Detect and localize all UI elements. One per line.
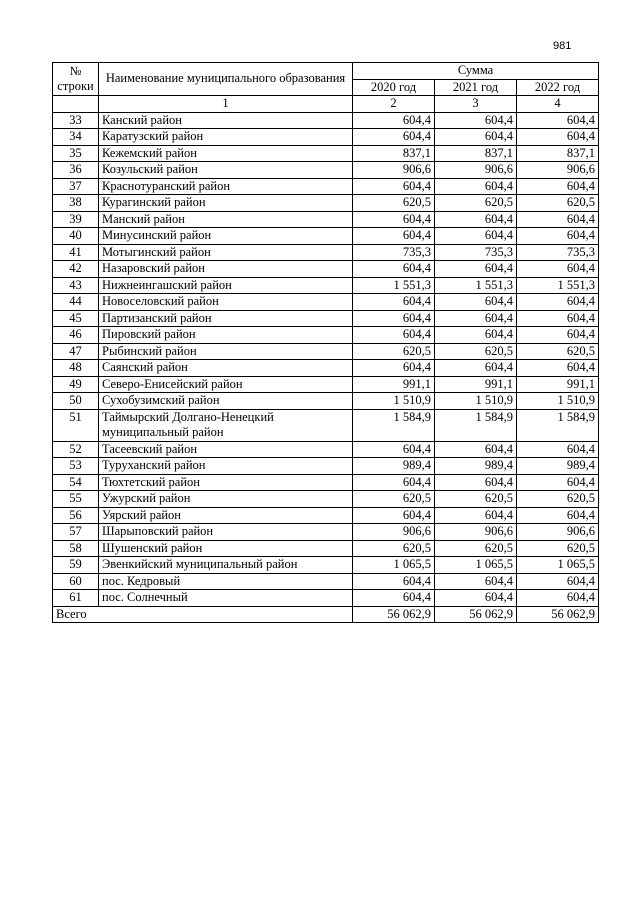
row-value-2020: 604,4: [353, 590, 435, 607]
table-row: [53, 228, 599, 245]
row-value-2021: 604,4: [435, 327, 517, 344]
row-name: Новоселовский район: [99, 294, 353, 311]
row-name: Шушенский район: [99, 540, 353, 557]
row-name: Северо-Енисейский район: [99, 376, 353, 393]
row-value-2021: 620,5: [435, 343, 517, 360]
row-value-2021: 906,6: [435, 162, 517, 179]
row-value-2021: 604,4: [435, 211, 517, 228]
row-name: Рыбинский район: [99, 343, 353, 360]
table-row: [53, 360, 599, 377]
header-year-2022: 2022 год: [517, 79, 599, 96]
row-value-2022: 604,4: [517, 294, 599, 311]
row-value-2021: 989,4: [435, 458, 517, 475]
row-name: Саянский район: [99, 360, 353, 377]
row-name: Канский район: [99, 112, 353, 129]
row-number: 35: [53, 145, 99, 162]
row-number: 37: [53, 178, 99, 195]
page-number: 981: [553, 40, 572, 52]
table-row: [53, 409, 599, 441]
row-value-2020: 620,5: [353, 195, 435, 212]
table-row: [53, 211, 599, 228]
row-value-2022: 604,4: [517, 441, 599, 458]
row-number: 43: [53, 277, 99, 294]
row-value-2021: 604,4: [435, 573, 517, 590]
row-number: 51: [53, 409, 99, 441]
row-value-2021: 1 510,9: [435, 393, 517, 410]
table-row: [53, 376, 599, 393]
header-year-2021: 2021 год: [435, 79, 517, 96]
row-value-2020: 620,5: [353, 540, 435, 557]
row-value-2021: 604,4: [435, 590, 517, 607]
row-value-2022: 604,4: [517, 112, 599, 129]
row-value-2020: 1 510,9: [353, 393, 435, 410]
row-value-2022: 604,4: [517, 573, 599, 590]
row-value-2022: 906,6: [517, 162, 599, 179]
row-value-2020: 837,1: [353, 145, 435, 162]
row-value-2020: 735,3: [353, 244, 435, 261]
row-number: 46: [53, 327, 99, 344]
table-row: [53, 507, 599, 524]
row-value-2021: 991,1: [435, 376, 517, 393]
total-2020: 56 062,9: [353, 606, 435, 623]
row-value-2021: 837,1: [435, 145, 517, 162]
row-value-2021: 604,4: [435, 129, 517, 146]
table-row: [53, 178, 599, 195]
table-row: [53, 244, 599, 261]
total-row: [53, 606, 599, 623]
row-number: 53: [53, 458, 99, 475]
row-value-2020: 604,4: [353, 228, 435, 245]
row-name: Туруханский район: [99, 458, 353, 475]
row-value-2022: 620,5: [517, 195, 599, 212]
header-row-number: № строки: [53, 63, 99, 96]
row-value-2022: 604,4: [517, 310, 599, 327]
row-name: пос. Кедровый: [99, 573, 353, 590]
row-value-2021: 1 065,5: [435, 557, 517, 574]
table-row: [53, 112, 599, 129]
table-row: [53, 458, 599, 475]
row-value-2021: 604,4: [435, 441, 517, 458]
table-row: [53, 441, 599, 458]
row-name: Ужурский район: [99, 491, 353, 508]
table-row: [53, 590, 599, 607]
budget-table: [52, 62, 599, 623]
row-name: Мотыгинский район: [99, 244, 353, 261]
row-number: 34: [53, 129, 99, 146]
row-name: Тюхтетский район: [99, 474, 353, 491]
row-value-2022: 837,1: [517, 145, 599, 162]
table-row: [53, 129, 599, 146]
row-name: Шарыповский район: [99, 524, 353, 541]
row-value-2020: 604,4: [353, 129, 435, 146]
row-name: Нижнеингашский район: [99, 277, 353, 294]
row-value-2021: 604,4: [435, 178, 517, 195]
row-value-2021: 604,4: [435, 228, 517, 245]
row-number: 40: [53, 228, 99, 245]
row-number: 42: [53, 261, 99, 278]
table-row: [53, 393, 599, 410]
row-value-2021: 620,5: [435, 540, 517, 557]
row-number: 56: [53, 507, 99, 524]
row-value-2021: 620,5: [435, 491, 517, 508]
table-row: [53, 573, 599, 590]
row-number: 41: [53, 244, 99, 261]
row-value-2020: 604,4: [353, 360, 435, 377]
row-value-2021: 604,4: [435, 294, 517, 311]
row-value-2022: 906,6: [517, 524, 599, 541]
header-col-num-1: 1: [99, 96, 353, 113]
row-value-2022: 604,4: [517, 178, 599, 195]
row-number: 44: [53, 294, 99, 311]
table-row: [53, 195, 599, 212]
row-value-2020: 1 065,5: [353, 557, 435, 574]
row-value-2021: 1 551,3: [435, 277, 517, 294]
row-value-2020: 604,4: [353, 211, 435, 228]
row-value-2021: 604,4: [435, 261, 517, 278]
row-name: Уярский район: [99, 507, 353, 524]
table-row: [53, 491, 599, 508]
row-name: Таймырский Долгано-Ненецкий муниципальный район: [99, 409, 353, 441]
table-row: [53, 277, 599, 294]
table-row: [53, 294, 599, 311]
header-col-num-empty: [53, 96, 99, 113]
row-value-2022: 991,1: [517, 376, 599, 393]
row-value-2020: 604,4: [353, 261, 435, 278]
row-value-2022: 1 510,9: [517, 393, 599, 410]
table-row: [53, 327, 599, 344]
row-value-2020: 604,4: [353, 112, 435, 129]
row-number: 55: [53, 491, 99, 508]
row-value-2022: 604,4: [517, 590, 599, 607]
row-name: Сухобузимский район: [99, 393, 353, 410]
row-value-2022: 620,5: [517, 491, 599, 508]
row-number: 60: [53, 573, 99, 590]
row-value-2020: 991,1: [353, 376, 435, 393]
row-value-2020: 906,6: [353, 162, 435, 179]
header-col-num-3: 3: [435, 96, 517, 113]
row-value-2020: 1 584,9: [353, 409, 435, 441]
row-number: 61: [53, 590, 99, 607]
row-value-2020: 604,4: [353, 310, 435, 327]
row-value-2022: 604,4: [517, 474, 599, 491]
row-value-2020: 604,4: [353, 327, 435, 344]
row-number: 48: [53, 360, 99, 377]
row-value-2022: 604,4: [517, 327, 599, 344]
row-value-2020: 604,4: [353, 294, 435, 311]
row-name: Краснотуранский район: [99, 178, 353, 195]
table-row: [53, 540, 599, 557]
row-value-2022: 604,4: [517, 261, 599, 278]
row-name: Минусинский район: [99, 228, 353, 245]
row-value-2022: 620,5: [517, 540, 599, 557]
row-number: 45: [53, 310, 99, 327]
row-name: Каратузский район: [99, 129, 353, 146]
row-value-2022: 604,4: [517, 228, 599, 245]
row-number: 58: [53, 540, 99, 557]
row-name: Манский район: [99, 211, 353, 228]
total-label: Всего: [53, 606, 353, 623]
row-value-2022: 989,4: [517, 458, 599, 475]
row-value-2020: 620,5: [353, 491, 435, 508]
total-2022: 56 062,9: [517, 606, 599, 623]
row-number: 38: [53, 195, 99, 212]
header-col-num-2: 2: [353, 96, 435, 113]
table-row: [53, 162, 599, 179]
row-value-2021: 906,6: [435, 524, 517, 541]
row-name: пос. Солнечный: [99, 590, 353, 607]
total-2021: 56 062,9: [435, 606, 517, 623]
row-value-2021: 1 584,9: [435, 409, 517, 441]
header-year-2020: 2020 год: [353, 79, 435, 96]
row-value-2021: 604,4: [435, 507, 517, 524]
row-value-2020: 604,4: [353, 573, 435, 590]
row-value-2021: 735,3: [435, 244, 517, 261]
table-row: [53, 524, 599, 541]
table-row: [53, 343, 599, 360]
table-row: [53, 310, 599, 327]
row-value-2021: 604,4: [435, 112, 517, 129]
row-name: Эвенкийский муниципальный район: [99, 557, 353, 574]
row-value-2020: 604,4: [353, 441, 435, 458]
row-value-2022: 604,4: [517, 507, 599, 524]
row-value-2022: 620,5: [517, 343, 599, 360]
header-sum: Сумма: [353, 63, 599, 80]
row-value-2022: 1 584,9: [517, 409, 599, 441]
row-value-2020: 604,4: [353, 474, 435, 491]
row-value-2021: 604,4: [435, 474, 517, 491]
row-value-2022: 604,4: [517, 360, 599, 377]
table-row: [53, 261, 599, 278]
row-number: 54: [53, 474, 99, 491]
row-number: 39: [53, 211, 99, 228]
row-value-2020: 1 551,3: [353, 277, 435, 294]
row-name: Тасеевский район: [99, 441, 353, 458]
row-name: Пировский район: [99, 327, 353, 344]
row-value-2022: 735,3: [517, 244, 599, 261]
row-value-2020: 604,4: [353, 178, 435, 195]
row-value-2020: 906,6: [353, 524, 435, 541]
row-number: 49: [53, 376, 99, 393]
row-value-2021: 604,4: [435, 360, 517, 377]
header-name: Наименование муниципального образования: [99, 63, 353, 96]
row-value-2022: 1 065,5: [517, 557, 599, 574]
table-row: [53, 557, 599, 574]
row-name: Курагинский район: [99, 195, 353, 212]
row-number: 57: [53, 524, 99, 541]
row-value-2022: 1 551,3: [517, 277, 599, 294]
row-number: 52: [53, 441, 99, 458]
row-value-2021: 604,4: [435, 310, 517, 327]
row-value-2020: 604,4: [353, 507, 435, 524]
row-value-2021: 620,5: [435, 195, 517, 212]
row-name: Козульский район: [99, 162, 353, 179]
row-number: 33: [53, 112, 99, 129]
row-value-2020: 989,4: [353, 458, 435, 475]
row-value-2022: 604,4: [517, 211, 599, 228]
row-number: 36: [53, 162, 99, 179]
table-row: [53, 474, 599, 491]
table-row: [53, 145, 599, 162]
header-col-num-4: 4: [517, 96, 599, 113]
row-number: 59: [53, 557, 99, 574]
row-value-2020: 620,5: [353, 343, 435, 360]
row-value-2022: 604,4: [517, 129, 599, 146]
row-name: Кежемский район: [99, 145, 353, 162]
row-number: 50: [53, 393, 99, 410]
row-name: Партизанский район: [99, 310, 353, 327]
row-name: Назаровский район: [99, 261, 353, 278]
row-number: 47: [53, 343, 99, 360]
